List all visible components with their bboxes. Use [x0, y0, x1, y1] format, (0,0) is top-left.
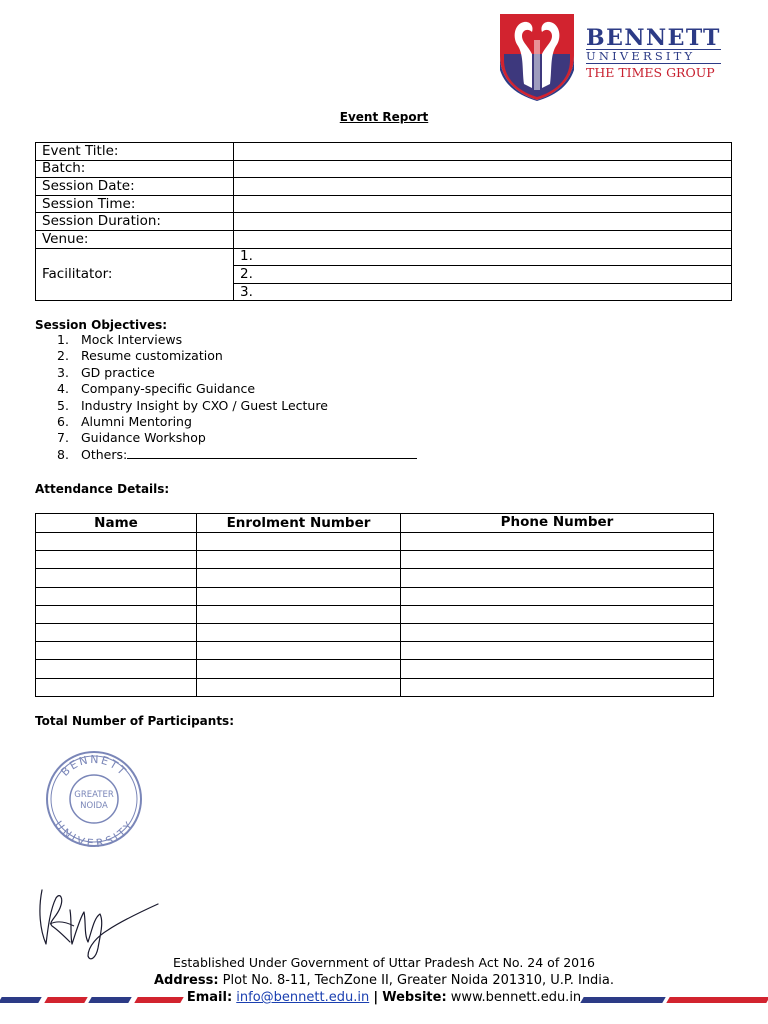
table-row [36, 587, 714, 605]
table-row [36, 551, 714, 569]
attendance-heading: Attendance Details: [35, 482, 170, 496]
field-value[interactable] [234, 178, 732, 196]
logo-group: THE TIMES GROUP [586, 65, 715, 80]
table-row [36, 195, 732, 213]
name-cell[interactable] [36, 678, 197, 696]
enrolment-cell[interactable] [197, 660, 401, 678]
table-header-row [36, 514, 714, 533]
enrolment-cell[interactable] [197, 605, 401, 623]
field-value[interactable] [234, 143, 732, 161]
column-header-name: Name [36, 514, 197, 533]
email-link[interactable]: info@bennett.edu.in [236, 990, 370, 1005]
logo-subtitle: UNIVERSITY [586, 49, 721, 64]
list-item [57, 348, 417, 364]
table-row [36, 160, 732, 178]
footer-address [0, 973, 768, 988]
table-row [36, 642, 714, 660]
facilitator-entry-3[interactable]: 3. [234, 283, 732, 301]
logo-wordmark [586, 27, 721, 80]
website-label: Website: [382, 990, 447, 1005]
list-item [57, 398, 417, 414]
table-row [36, 623, 714, 641]
email-label: Email: [186, 990, 233, 1005]
stamp-inner-line-2: NOIDA [80, 801, 108, 811]
field-label: Venue: [36, 230, 234, 248]
field-label: Session Time: [36, 195, 234, 213]
item-text: Others: [81, 446, 128, 462]
footer-separator: | [373, 990, 379, 1005]
column-header-enrolment: Enrolment Number [197, 514, 401, 533]
item-number: 8. [57, 446, 69, 462]
item-number: 1. [57, 332, 69, 347]
attendance-table [35, 513, 714, 697]
enrolment-cell[interactable] [197, 678, 401, 696]
enrolment-cell[interactable] [197, 533, 401, 551]
table-row [36, 178, 732, 196]
item-number: 5. [57, 397, 69, 413]
phone-cell[interactable] [401, 587, 714, 605]
phone-cell[interactable] [401, 569, 714, 587]
enrolment-cell[interactable] [197, 587, 401, 605]
name-cell[interactable] [36, 605, 197, 623]
table-row [36, 605, 714, 623]
table-row [36, 660, 714, 678]
item-text: Alumni Mentoring [81, 413, 192, 429]
stamp-top-text: BENNETT [58, 752, 130, 779]
item-text: GD practice [81, 364, 155, 380]
shield-icon [498, 10, 576, 102]
field-label: Batch: [36, 160, 234, 178]
name-cell[interactable] [36, 587, 197, 605]
field-value[interactable] [234, 213, 732, 231]
table-row [36, 533, 714, 551]
university-seal-stamp [44, 745, 144, 849]
item-number: 3. [57, 364, 69, 380]
phone-cell[interactable] [401, 642, 714, 660]
column-header-phone: Phone Number [401, 514, 714, 533]
field-value[interactable] [234, 230, 732, 248]
phone-cell[interactable] [401, 678, 714, 696]
enrolment-cell[interactable] [197, 569, 401, 587]
field-label: Event Title: [36, 143, 234, 161]
objectives-heading: Session Objectives: [35, 318, 168, 332]
phone-cell[interactable] [401, 533, 714, 551]
table-row [36, 678, 714, 696]
name-cell[interactable] [36, 642, 197, 660]
field-value[interactable] [234, 195, 732, 213]
stamp-inner-line-1: GREATER [74, 790, 114, 800]
facilitator-entry-2[interactable]: 2. [234, 266, 732, 284]
item-text: Mock Interviews [81, 332, 183, 347]
document-title: Event Report [339, 110, 429, 124]
objectives-list [57, 332, 417, 463]
handwritten-signature [30, 870, 165, 965]
address-label: Address: [153, 973, 219, 988]
address-text: Plot No. 8-11, TechZone II, Greater Noida 201310, U.P. India. [218, 973, 615, 988]
bennett-logo [498, 10, 721, 102]
stamp-bottom-text: UNIVERSITY [51, 818, 137, 849]
field-value[interactable] [234, 160, 732, 178]
list-item [57, 414, 417, 430]
list-item [57, 381, 417, 397]
enrolment-cell[interactable] [197, 623, 401, 641]
field-label: Session Duration: [36, 213, 234, 231]
name-cell[interactable] [36, 533, 197, 551]
item-text: Guidance Workshop [81, 430, 206, 446]
event-info-table [35, 142, 732, 301]
footer-established: Established Under Government of Uttar Pradesh Act No. 24 of 2016 [172, 955, 596, 970]
enrolment-cell[interactable] [197, 642, 401, 660]
field-label: Session Date: [36, 178, 234, 196]
list-item [57, 332, 417, 348]
item-text: Resume customization [81, 348, 223, 364]
table-row [36, 248, 732, 266]
table-row [36, 569, 714, 587]
item-number: 2. [57, 348, 69, 364]
enrolment-cell[interactable] [197, 551, 401, 569]
phone-cell[interactable] [401, 605, 714, 623]
phone-cell[interactable] [401, 660, 714, 678]
phone-cell[interactable] [401, 623, 714, 641]
facilitator-label: Facilitator: [36, 248, 234, 301]
name-cell[interactable] [36, 660, 197, 678]
item-number: 7. [57, 430, 69, 446]
logo-name: BENNETT [586, 25, 721, 51]
table-row [36, 230, 732, 248]
list-item [57, 447, 417, 463]
name-cell[interactable] [36, 569, 197, 587]
phone-cell[interactable] [401, 551, 714, 569]
item-text: Company-specific Guidance [81, 381, 256, 397]
item-number: 4. [57, 381, 69, 397]
table-row [36, 143, 732, 161]
list-item [57, 365, 417, 381]
table-row [36, 213, 732, 231]
name-cell[interactable] [36, 551, 197, 569]
footer-contact [0, 990, 768, 1005]
website-text[interactable]: www.bennett.edu.in [446, 990, 582, 1005]
total-participants-label: Total Number of Participants: [35, 714, 234, 728]
item-text: Industry Insight by CXO / Guest Lecture [81, 397, 328, 413]
list-item [57, 430, 417, 446]
name-cell[interactable] [36, 623, 197, 641]
item-number: 6. [57, 413, 69, 429]
facilitator-entry-1[interactable]: 1. [234, 248, 732, 266]
others-blank-line[interactable] [127, 447, 417, 459]
